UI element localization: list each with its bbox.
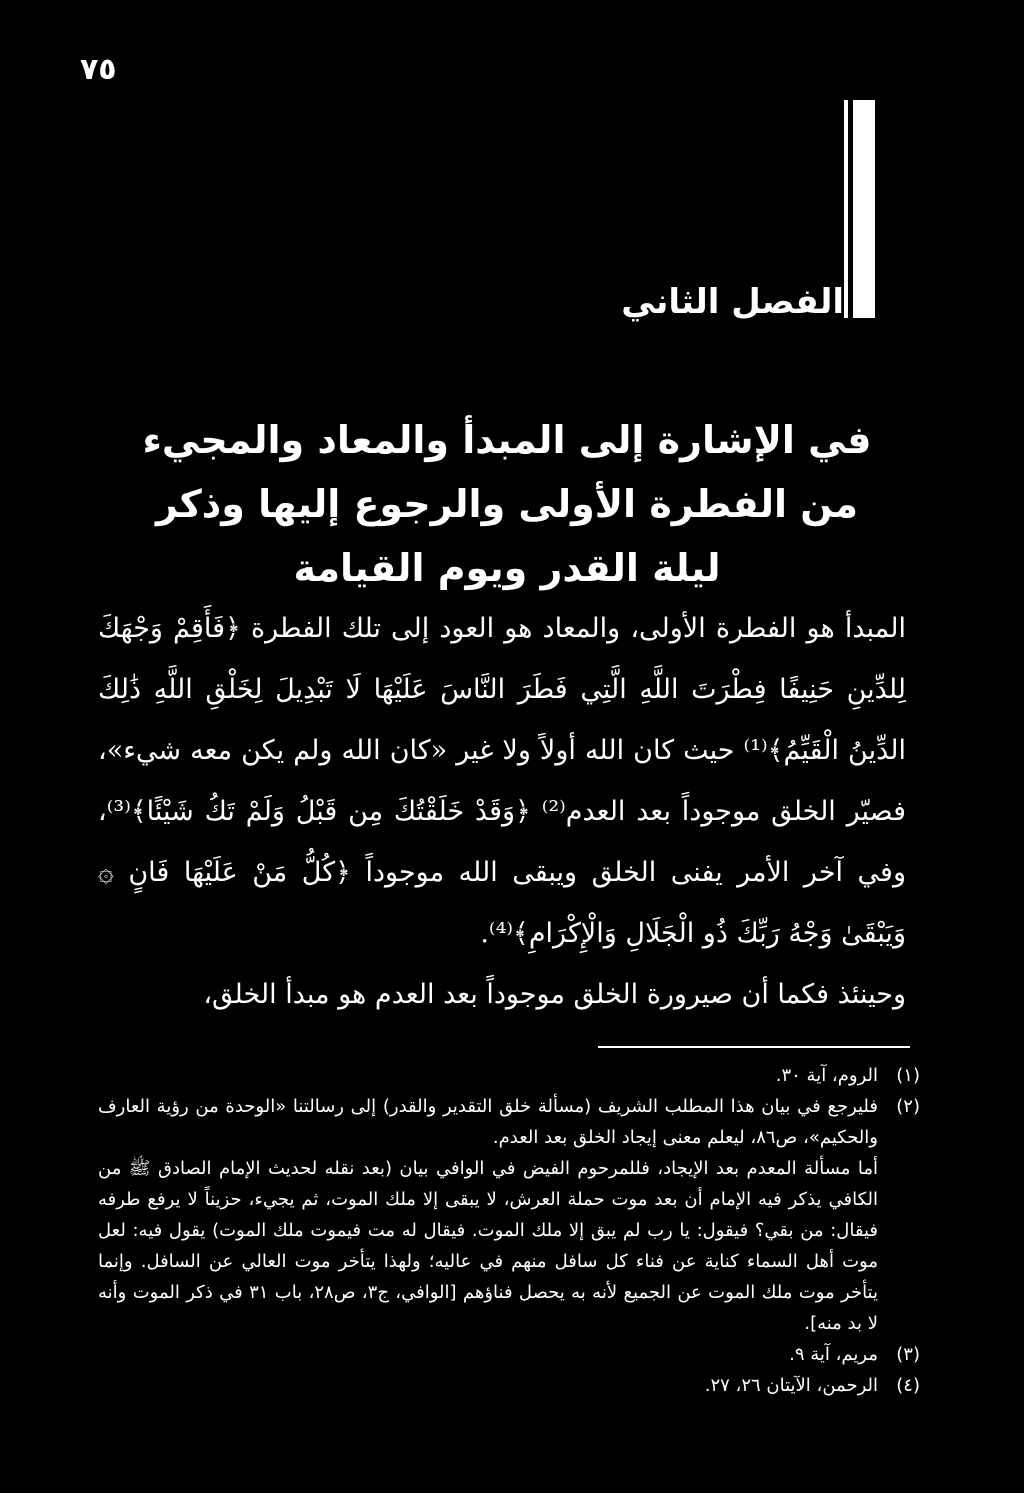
footnote-text: مريم، آية ٩. xyxy=(789,1344,878,1365)
footnote-text: الروم، آية ٣٠. xyxy=(775,1065,878,1086)
footnote-text: الرحمن، الآيتان ٢٦، ٢٧. xyxy=(704,1375,878,1396)
chapter-side-bar xyxy=(853,100,875,318)
body-paragraph: وحينئذ فكما أن صيرورة الخلق موجوداً بعد العدم هو مبدأ الخلق، xyxy=(203,979,906,1010)
page-number: ٧٥ xyxy=(80,52,117,87)
footnote xyxy=(98,1091,920,1153)
footnote-mark: (١) xyxy=(896,1065,920,1086)
footnote-mark xyxy=(878,1153,920,1339)
footnotes xyxy=(98,1060,920,1401)
footnote-mark: (٤) xyxy=(896,1375,920,1396)
chapter-title: في الإشارة إلى المبدأ والمعاد والمجيء من الفطرة الأولى والرجوع إليها وذكر ليلة القدر ويوم القيامة xyxy=(142,418,872,590)
body-paragraph: المبدأ هو الفطرة الأولى، والمعاد هو العود إلى تلك الفطرة ﴿فَأَقِمْ وَجْهَكَ لِلدِّينِ حَنِيفًا فِطْرَتَ اللَّهِ الَّتِي فَطَرَ النَّاسَ عَلَيْهَا لَا تَبْدِيلَ لِخَلْقِ اللَّهِ ذَٰلِكَ الدِّينُ الْقَيِّمُ﴾⁽¹⁾ حيث كان الله أولاً ولا غير «كان الله ولم يكن معه شيء»، فصيّر الخلق موجوداً بعد العدم⁽²⁾ ﴿وَقَدْ خَلَقْتُكَ مِن قَبْلُ وَلَمْ تَكُ شَيْئًا﴾⁽³⁾، وفي آخر الأمر يفنى الخلق ويبقى الله موجوداً ﴿كُلُّ مَنْ عَلَيْهَا فَانٍ ۞ وَيَبْقَىٰ وَجْهُ رَبِّكَ ذُو الْجَلَالِ وَالْإِكْرَامِ﴾⁽⁴⁾. xyxy=(98,613,906,949)
footnote-mark: (٢) xyxy=(896,1096,920,1117)
chapter-label: الفصل الثاني xyxy=(621,282,844,322)
footnote xyxy=(98,1060,920,1091)
body-text xyxy=(98,598,906,1025)
footnote-text: فليرجع في بيان هذا المطلب الشريف (مسألة خلق التقدير والقدر) إلى رسالتنا «الوحدة من رؤية العارف والحكيم»، ص٨٦، ليعلم معنى إيجاد الخلق بعد العدم. xyxy=(98,1096,878,1148)
footnote-text: أما مسألة المعدم بعد الإيجاد، فللمرحوم الفيض في الوافي بيان (بعد نقله لحديث الإمام الصادق ﷺ من الكافي يذكر فيه الإمام أن بعد موت حملة العرش، لا يبقى إلا ملك الموت، ثم يجيء، حزيناً لا يرفع طرفه فيقال: من بقي؟ فيقول: يا رب لم يبق إلا ملك الموت. فيقال له مت فيموت ملك الموت) يقول فيه: لعل موت أهل السماء كناية عن فناء كل سافل منهم في عاليه؛ ولهذا يتأخر موت العالي عن السافل. وإنما يتأخر موت ملك الموت عن الجميع لأنه به يحصل فناؤهم [الوافي، ج٣، ص٢٨، باب ٣١ في ذكر الموت وأنه لا بد منه]. xyxy=(98,1158,879,1334)
footnote xyxy=(98,1339,920,1370)
footnote-divider xyxy=(598,1046,910,1048)
footnote xyxy=(98,1153,920,1339)
footnote xyxy=(98,1370,920,1401)
footnote-mark: (٣) xyxy=(896,1344,920,1365)
